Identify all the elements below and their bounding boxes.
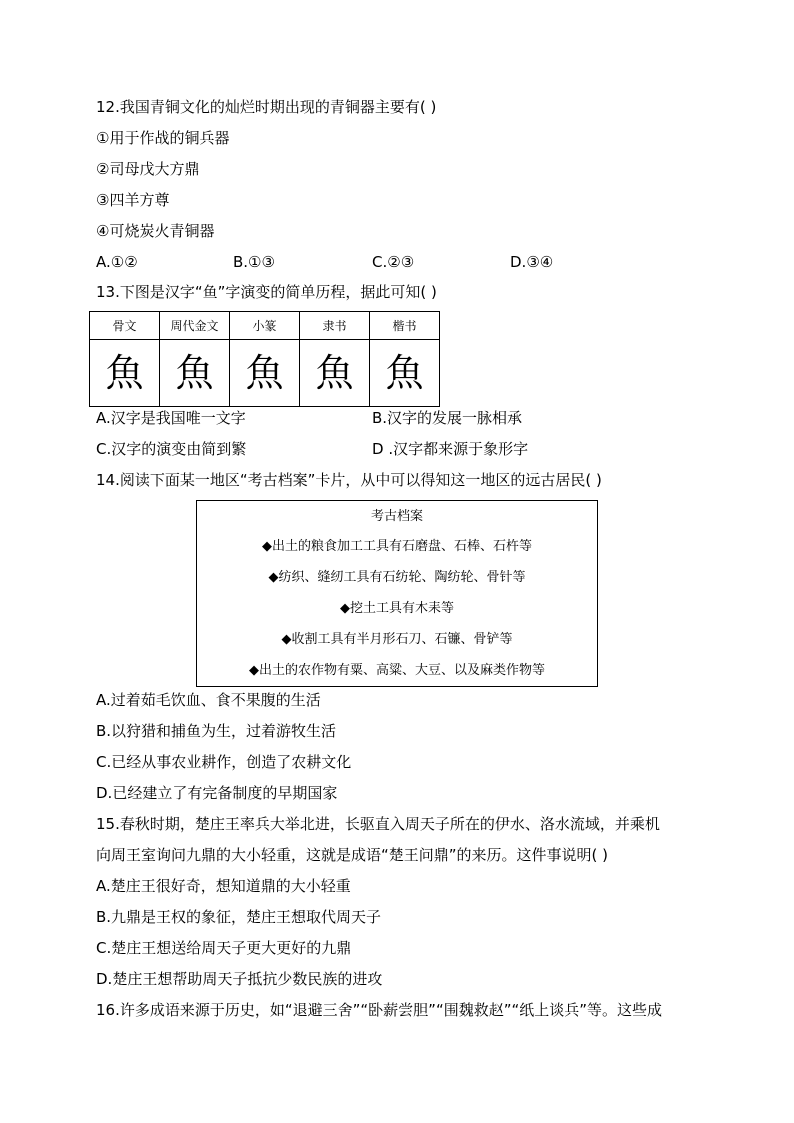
q14-stem: 14.阅读下面某一地区“考古档案”卡片，从中可以得知这一地区的远古居民( ) <box>96 471 602 489</box>
q13-stem: 13.下图是汉字“鱼”字演变的简单历程，据此可知( ) <box>96 283 437 301</box>
header-regular-script: 楷书 <box>370 312 440 340</box>
header-bronze-inscription: 周代金文 <box>160 312 230 340</box>
q14-option-d: D.已经建立了有完备制度的早期国家 <box>96 784 338 802</box>
glyph-small-seal <box>230 340 300 407</box>
character-evolution-table <box>89 311 440 407</box>
glyph-oracle-bone-char: 魚 <box>105 351 144 395</box>
q15-stem-line-2: 向周王室询问九鼎的大小轻重，这就是成语“楚王问鼎”的来历。这件事说明( ) <box>96 846 609 864</box>
q12-stem: 12.我国青铜文化的灿烂时期出现的青铜器主要有( ) <box>96 98 437 116</box>
q14-option-a: A.过着茹毛饮血、食不果腹的生活 <box>96 691 321 709</box>
glyph-bronze-inscription <box>160 340 230 407</box>
q14-option-b: B.以狩猎和捕鱼为生，过着游牧生活 <box>96 722 337 740</box>
q12-item-1: ①用于作战的铜兵器 <box>96 129 230 147</box>
q15-option-d: D.楚庄王想帮助周天子抵抗少数民族的进攻 <box>96 970 383 988</box>
q13-option-c: C.汉字的演变由简到繁 <box>96 440 247 458</box>
q16-stem-line-1: 16.许多成语来源于历史，如“退避三舍”“卧薪尝胆”“围魏救赵”“纸上谈兵”等。这些成 <box>96 1001 663 1019</box>
q12-item-2: ②司母戊大方鼎 <box>96 160 200 178</box>
archive-card-title: 考古档案 <box>370 509 423 524</box>
archive-line-4: ◆收割工具有半月形石刀、石镰、骨铲等 <box>281 632 513 647</box>
archive-line-2: ◆纺织、缝纫工具有石纺轮、陶纺轮、骨针等 <box>268 570 526 585</box>
q12-item-4: ④可烧炭火青铜器 <box>96 222 215 240</box>
archive-line-1: ◆出土的粮食加工工具有石磨盘、石棒、石杵等 <box>262 539 532 554</box>
q12-option-b: B.①③ <box>233 253 275 271</box>
q15-option-a: A.楚庄王很好奇，想知道鼎的大小轻重 <box>96 877 351 895</box>
q13-option-b: B.汉字的发展一脉相承 <box>372 409 523 427</box>
archaeology-archive-card <box>196 500 598 687</box>
archive-line-3: ◆挖土工具有木耒等 <box>340 601 454 616</box>
q12-item-3: ③四羊方尊 <box>96 191 170 209</box>
glyph-clerical-script <box>300 340 370 407</box>
glyph-regular-char: 魚 <box>385 351 424 395</box>
q12-option-c: C.②③ <box>372 253 415 271</box>
glyph-regular-script <box>370 340 440 407</box>
header-clerical-script: 隶书 <box>300 312 370 340</box>
header-oracle-bone: 骨文 <box>90 312 160 340</box>
q13-option-d: D .汉字都来源于象形字 <box>372 440 529 458</box>
archive-line-5: ◆出土的农作物有粟、高粱、大豆、以及麻类作物等 <box>249 663 545 678</box>
q12-option-d: D.③④ <box>510 253 554 271</box>
q13-option-a: A.汉字是我国唯一文字 <box>96 409 246 427</box>
header-small-seal: 小篆 <box>230 312 300 340</box>
glyph-bronze-char: 魚 <box>175 351 214 395</box>
q15-option-b: B.九鼎是王权的象征，楚庄王想取代周天子 <box>96 908 382 926</box>
q14-option-c: C.已经从事农业耕作，创造了农耕文化 <box>96 753 352 771</box>
glyph-clerical-char: 魚 <box>315 351 354 395</box>
q12-option-a: A.①② <box>96 253 138 271</box>
q15-stem-line-1: 15.春秋时期，楚庄王率兵大举北进，长驱直入周天子所在的伊水、洛水流域，并乘机 <box>96 815 660 833</box>
glyph-seal-char: 魚 <box>245 351 284 395</box>
q15-option-c: C.楚庄王想送给周天子更大更好的九鼎 <box>96 939 352 957</box>
glyph-oracle-bone <box>90 340 160 407</box>
